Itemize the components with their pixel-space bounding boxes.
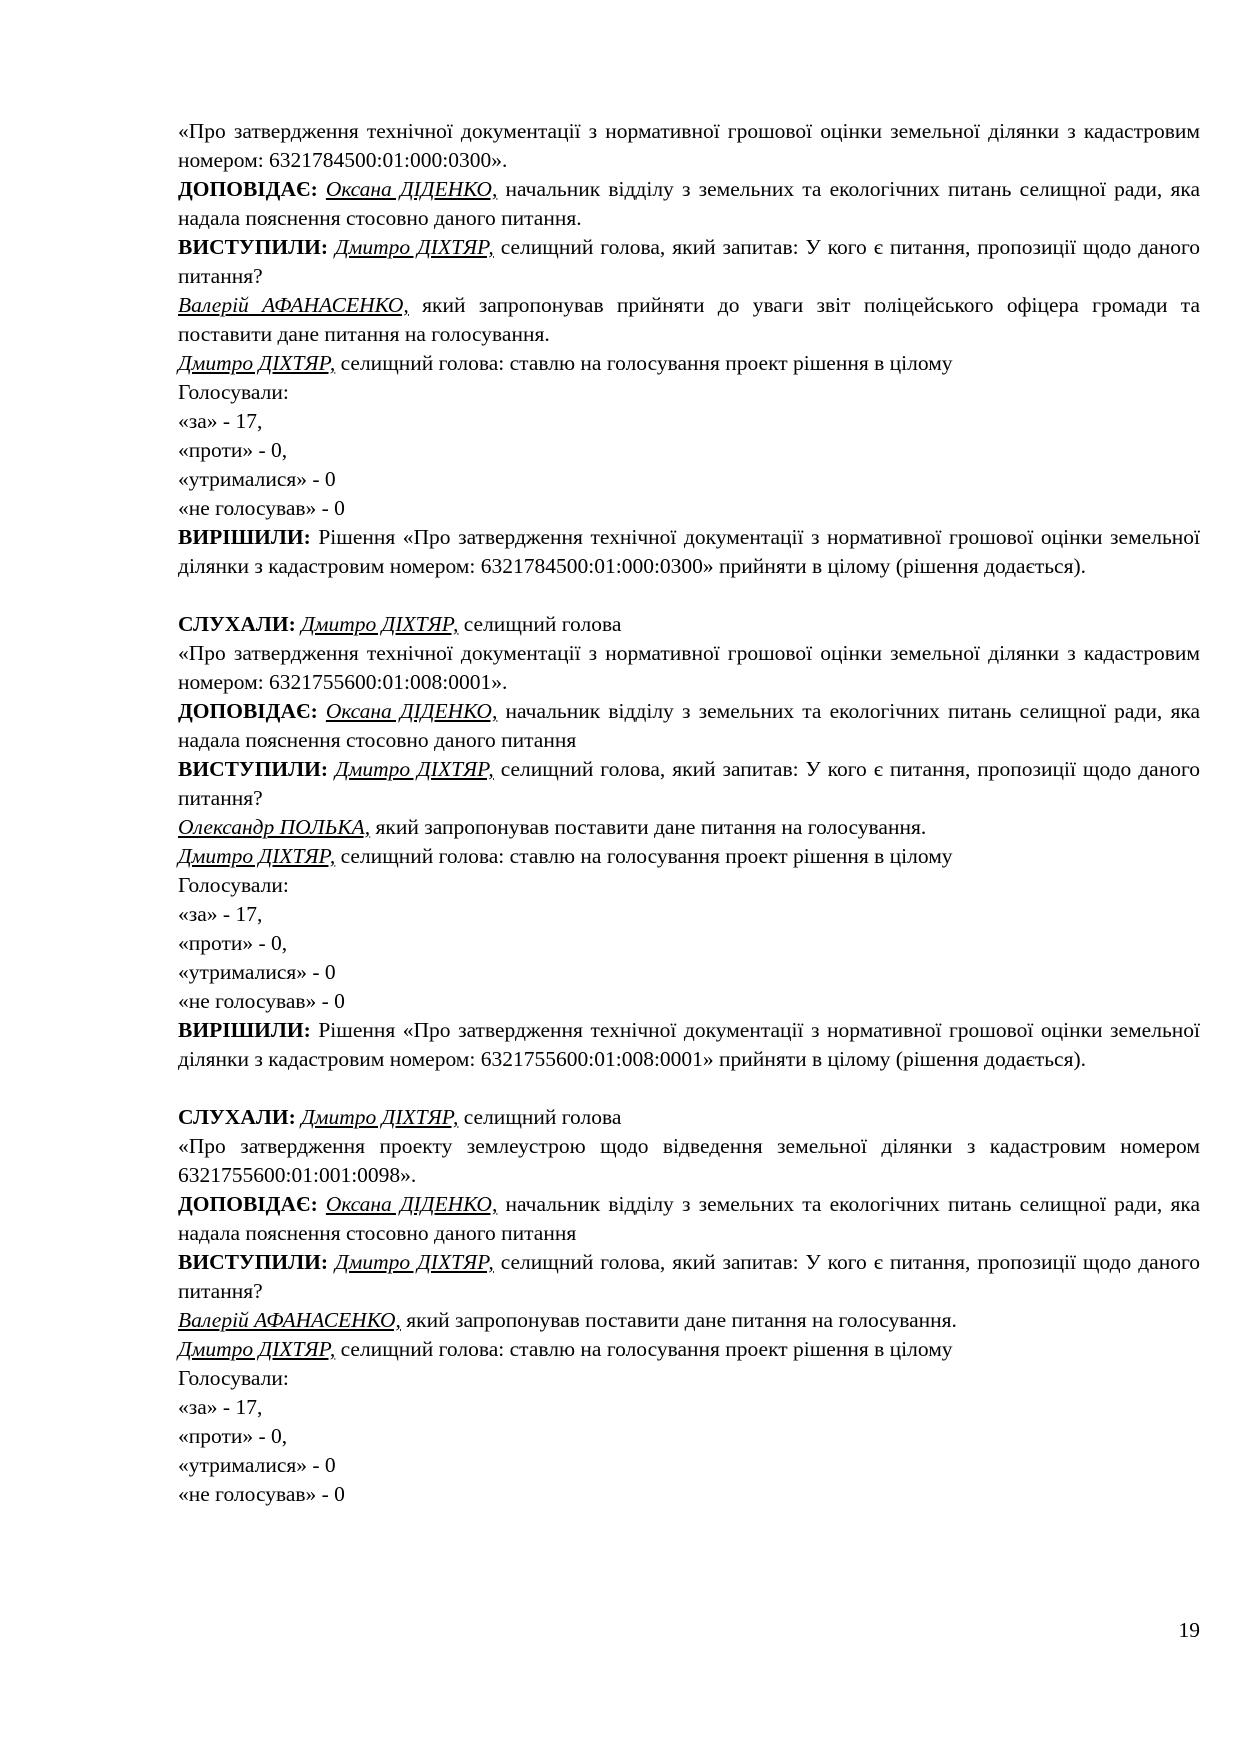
decided-text: Рішення «Про затвердження технічної документації з нормативної грошової оцінки земельної ділянки з кадастровим номером: 6321784500:01:000:0300» прийняти в цілому (рішення додається).	[178, 525, 1200, 578]
vote-abstain: «утрималися» - 0	[178, 467, 336, 491]
chair-line	[178, 842, 1200, 871]
speaker-name: Оксана ДІДЕНКО,	[325, 177, 498, 201]
vote-title: Голосували:	[178, 873, 289, 897]
speaker-name: Дмитро ДІХТЯР,	[335, 235, 494, 259]
agenda-item	[178, 610, 1200, 1074]
agenda-item	[178, 1103, 1200, 1509]
heard-label: СЛУХАЛИ:	[178, 1105, 296, 1129]
item-intro: «Про затвердження проекту землеустрою щодо відведення земельної ділянки з кадастровим номером 6321755600:01:001:0098».	[178, 1134, 1200, 1187]
heard-text: селищний голова	[458, 1105, 622, 1129]
vote-title: Голосували:	[178, 380, 289, 404]
speaker-name: Дмитро ДІХТЯР,	[178, 844, 336, 868]
chair-text: селищний голова: ставлю на голосування проект рішення в цілому	[335, 844, 953, 868]
vote-title: Голосували:	[178, 1366, 289, 1390]
decision-line	[178, 523, 1200, 581]
proposer-line	[178, 813, 1200, 842]
decision-line	[178, 1016, 1200, 1074]
page-number: 19	[1178, 1618, 1200, 1642]
speaker-name: Валерій АФАНАСЕНКО,	[178, 1308, 401, 1332]
vote-none: «не голосував» - 0	[178, 496, 345, 520]
item-intro: «Про затвердження технічної документації з нормативної грошової оцінки земельної ділянки з кадастровим номером: 6321784500:01:000:0300».	[178, 119, 1200, 172]
speaker-name: Оксана ДІДЕНКО,	[325, 699, 498, 723]
chair-line	[178, 1335, 1200, 1364]
report-label: ДОПОВІДАЄ:	[178, 177, 318, 201]
report-text: начальник відділу з земельних та екологічних питань селищної ради, яка надала пояснення стосовно даного питання	[178, 1192, 1200, 1245]
report-line	[178, 697, 1200, 755]
proposer-text: який запропонував поставити дане питання на голосування.	[400, 1308, 957, 1332]
spacer	[178, 581, 1200, 610]
spoke-line	[178, 1248, 1200, 1306]
vote-abstain: «утрималися» - 0	[178, 960, 336, 984]
heard-line	[178, 1103, 1200, 1132]
proposer-text: який запропонував прийняти до уваги звіт поліцейського офіцера громади та поставити дане питання на голосування.	[178, 293, 1201, 346]
speaker-name: Дмитро ДІХТЯР,	[301, 612, 459, 636]
spoke-text: селищний голова, який запитав: У кого є питання, пропозиції щодо даного питання?	[178, 757, 1201, 810]
report-label: ДОПОВІДАЄ:	[178, 699, 318, 723]
report-label: ДОПОВІДАЄ:	[178, 1192, 318, 1216]
heard-text: селищний голова	[458, 612, 622, 636]
report-line	[178, 175, 1200, 233]
spoke-line	[178, 755, 1200, 813]
agenda-item	[178, 117, 1200, 581]
vote-against: «проти» - 0,	[178, 931, 288, 955]
speaker-name: Дмитро ДІХТЯР,	[301, 1105, 459, 1129]
vote-none: «не голосував» - 0	[178, 1482, 345, 1506]
heard-label: СЛУХАЛИ:	[178, 612, 296, 636]
report-text: начальник відділу з земельних та екологічних питань селищної ради, яка надала пояснення стосовно даного питання	[178, 699, 1200, 752]
report-text: начальник відділу з земельних та екологічних питань селищної ради, яка надала пояснення стосовно даного питання.	[178, 177, 1200, 230]
decided-label: ВИРІШИЛИ:	[178, 1018, 311, 1042]
proposer-line	[178, 291, 1200, 349]
speaker-name: Дмитро ДІХТЯР,	[335, 1250, 494, 1274]
vote-against: «проти» - 0,	[178, 438, 288, 462]
speaker-name: Оксана ДІДЕНКО,	[325, 1192, 498, 1216]
heard-line	[178, 610, 1200, 639]
item-intro: «Про затвердження технічної документації з нормативної грошової оцінки земельної ділянки з кадастровим номером: 6321755600:01:008:0001».	[178, 641, 1200, 694]
speaker-name: Олександр ПОЛЬКА,	[178, 815, 371, 839]
vote-none: «не голосував» - 0	[178, 989, 345, 1013]
decided-label: ВИРІШИЛИ:	[178, 525, 311, 549]
speaker-name: Дмитро ДІХТЯР,	[178, 1337, 336, 1361]
speaker-name: Валерій АФАНАСЕНКО,	[178, 293, 409, 317]
decided-text: Рішення «Про затвердження технічної документації з нормативної грошової оцінки земельної ділянки з кадастровим номером: 6321755600:01:008:0001» прийняти в цілому (рішення додається).	[178, 1018, 1200, 1071]
chair-line	[178, 349, 1200, 378]
chair-text: селищний голова: ставлю на голосування проект рішення в цілому	[335, 1337, 953, 1361]
chair-text: селищний голова: ставлю на голосування проект рішення в цілому	[335, 351, 953, 375]
spoke-label: ВИСТУПИЛИ:	[178, 1250, 329, 1274]
vote-for: «за» - 17,	[178, 902, 263, 926]
spoke-text: селищний голова, який запитав: У кого є питання, пропозиції щодо даного питання?	[178, 235, 1201, 288]
report-line	[178, 1190, 1200, 1248]
vote-against: «проти» - 0,	[178, 1424, 288, 1448]
vote-for: «за» - 17,	[178, 1395, 263, 1419]
speaker-name: Дмитро ДІХТЯР,	[178, 351, 336, 375]
spacer	[178, 1074, 1200, 1103]
vote-abstain: «утрималися» - 0	[178, 1453, 336, 1477]
proposer-line	[178, 1306, 1200, 1335]
proposer-text: який запропонував поставити дане питання на голосування.	[370, 815, 927, 839]
speaker-name: Дмитро ДІХТЯР,	[335, 757, 494, 781]
spoke-label: ВИСТУПИЛИ:	[178, 757, 329, 781]
spoke-label: ВИСТУПИЛИ:	[178, 235, 329, 259]
spoke-line	[178, 233, 1200, 291]
spoke-text: селищний голова, який запитав: У кого є питання, пропозиції щодо даного питання?	[178, 1250, 1201, 1303]
vote-for: «за» - 17,	[178, 409, 263, 433]
document-body	[178, 117, 1200, 1509]
